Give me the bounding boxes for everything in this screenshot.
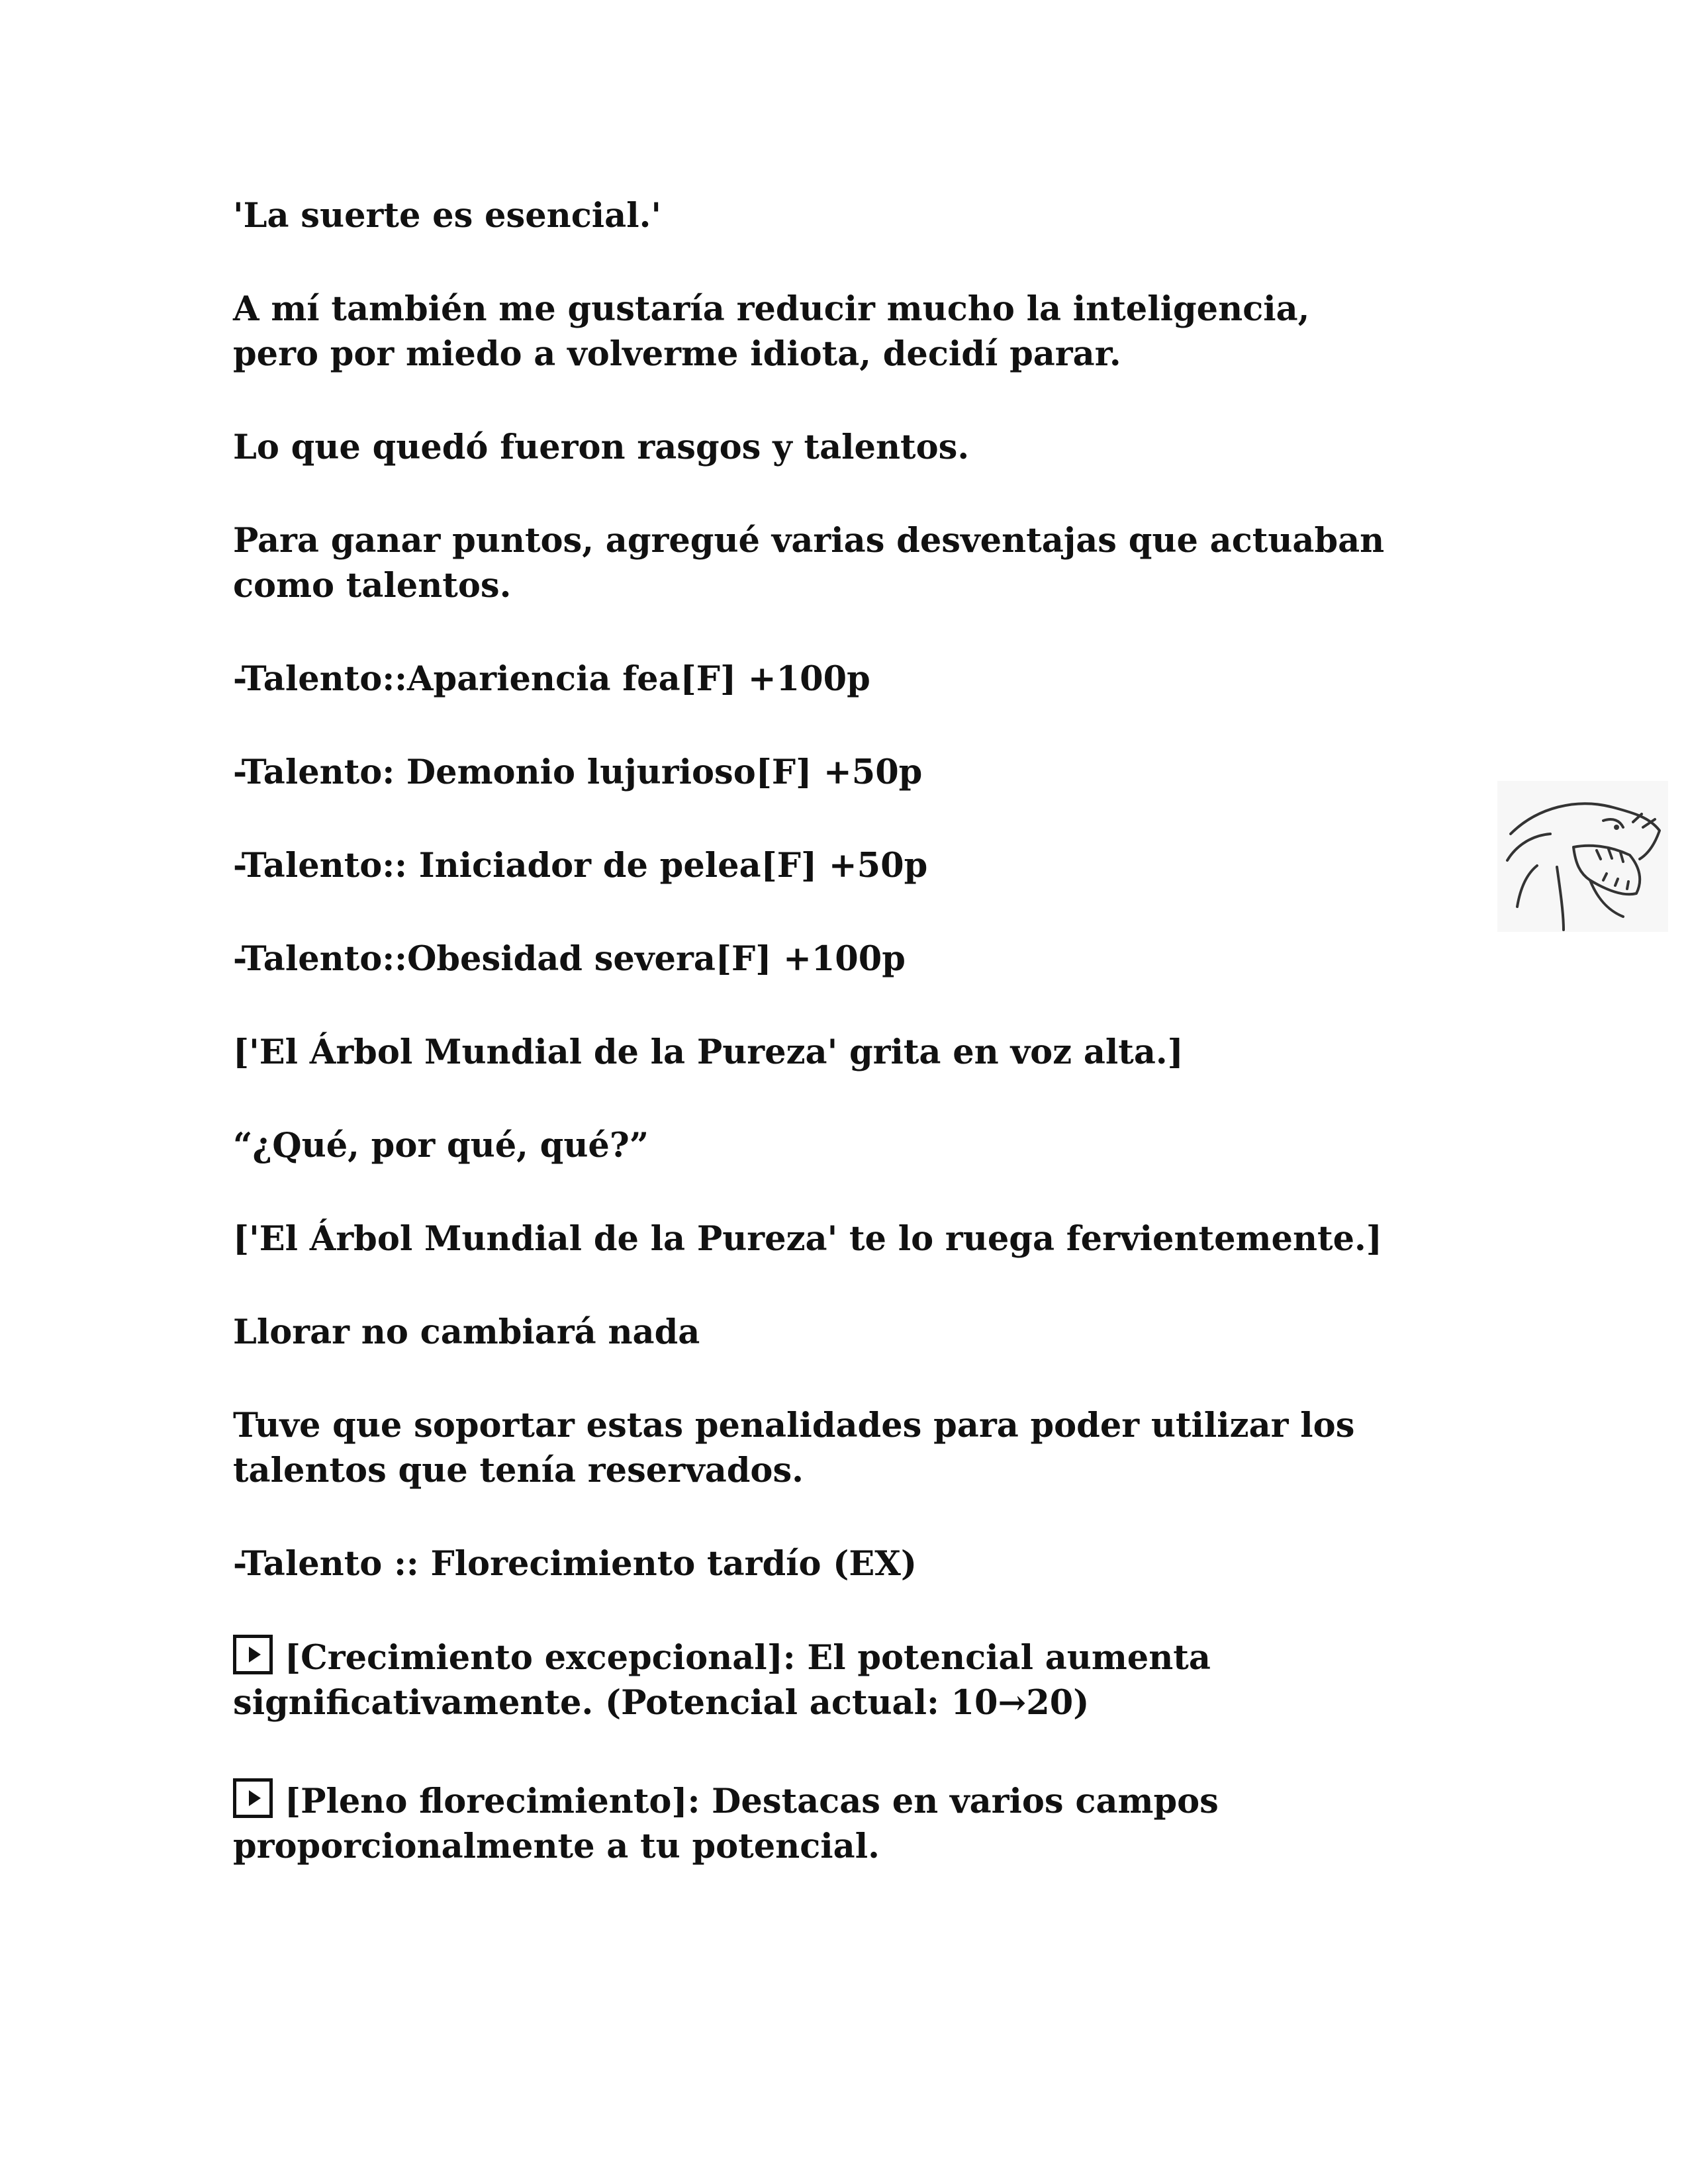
talent-fight-starter: -Talento:: Iniciador de pelea[F] +50p bbox=[233, 846, 928, 886]
effect-exceptional-growth-text: [Crecimiento excepcional]: El potencial aumenta significativamente. (Potencial actual: 10→20) bbox=[233, 1638, 1211, 1723]
paragraph-traits: Lo que quedó fueron rasgos y talentos. bbox=[233, 428, 970, 467]
effect-full-bloom bbox=[233, 1778, 1491, 1869]
paragraph-penalties: Tuve que soportar estas penalidades para poder utilizar los talentos que tenía reservados. bbox=[233, 1406, 1355, 1490]
paragraph-luck: 'La suerte es esencial.' bbox=[233, 196, 661, 236]
paragraph-points: Para ganar puntos, agregué varias desventajas que actuaban como talentos. bbox=[233, 521, 1385, 606]
talent-severe-obesity: -Talento::Obesidad severa[F] +100p bbox=[233, 939, 906, 979]
paragraph-intelligence: A mí también me gustaría reducir mucho la inteligencia, pero por miedo a volverme idiota, decidí parar. bbox=[233, 289, 1310, 374]
play-box-icon bbox=[233, 1635, 273, 1674]
system-message-shout: ['El Árbol Mundial de la Pureza' grita en voz alta.] bbox=[233, 1032, 1184, 1072]
effect-full-bloom-text: [Pleno florecimiento]: Destacas en varios campos proporcionalmente a tu potencial. bbox=[233, 1782, 1219, 1866]
talent-ugly-appearance: -Talento::Apariencia fea[F] +100p bbox=[233, 659, 870, 699]
effect-exceptional-growth bbox=[233, 1635, 1491, 1725]
dialogue-line: “¿Qué, por qué, qué?” bbox=[233, 1126, 649, 1165]
talent-lustful-demon: -Talento: Demonio lujurioso[F] +50p bbox=[233, 752, 923, 792]
play-box-icon bbox=[233, 1778, 273, 1818]
dinosaur-head-icon bbox=[1497, 781, 1668, 932]
talent-late-bloomer: -Talento :: Florecimiento tardío (EX) bbox=[233, 1544, 917, 1584]
document-body bbox=[233, 193, 1491, 1917]
system-message-plead: ['El Árbol Mundial de la Pureza' te lo ruega fervientemente.] bbox=[233, 1219, 1382, 1259]
paragraph-crying: Llorar no cambiará nada bbox=[233, 1312, 700, 1352]
